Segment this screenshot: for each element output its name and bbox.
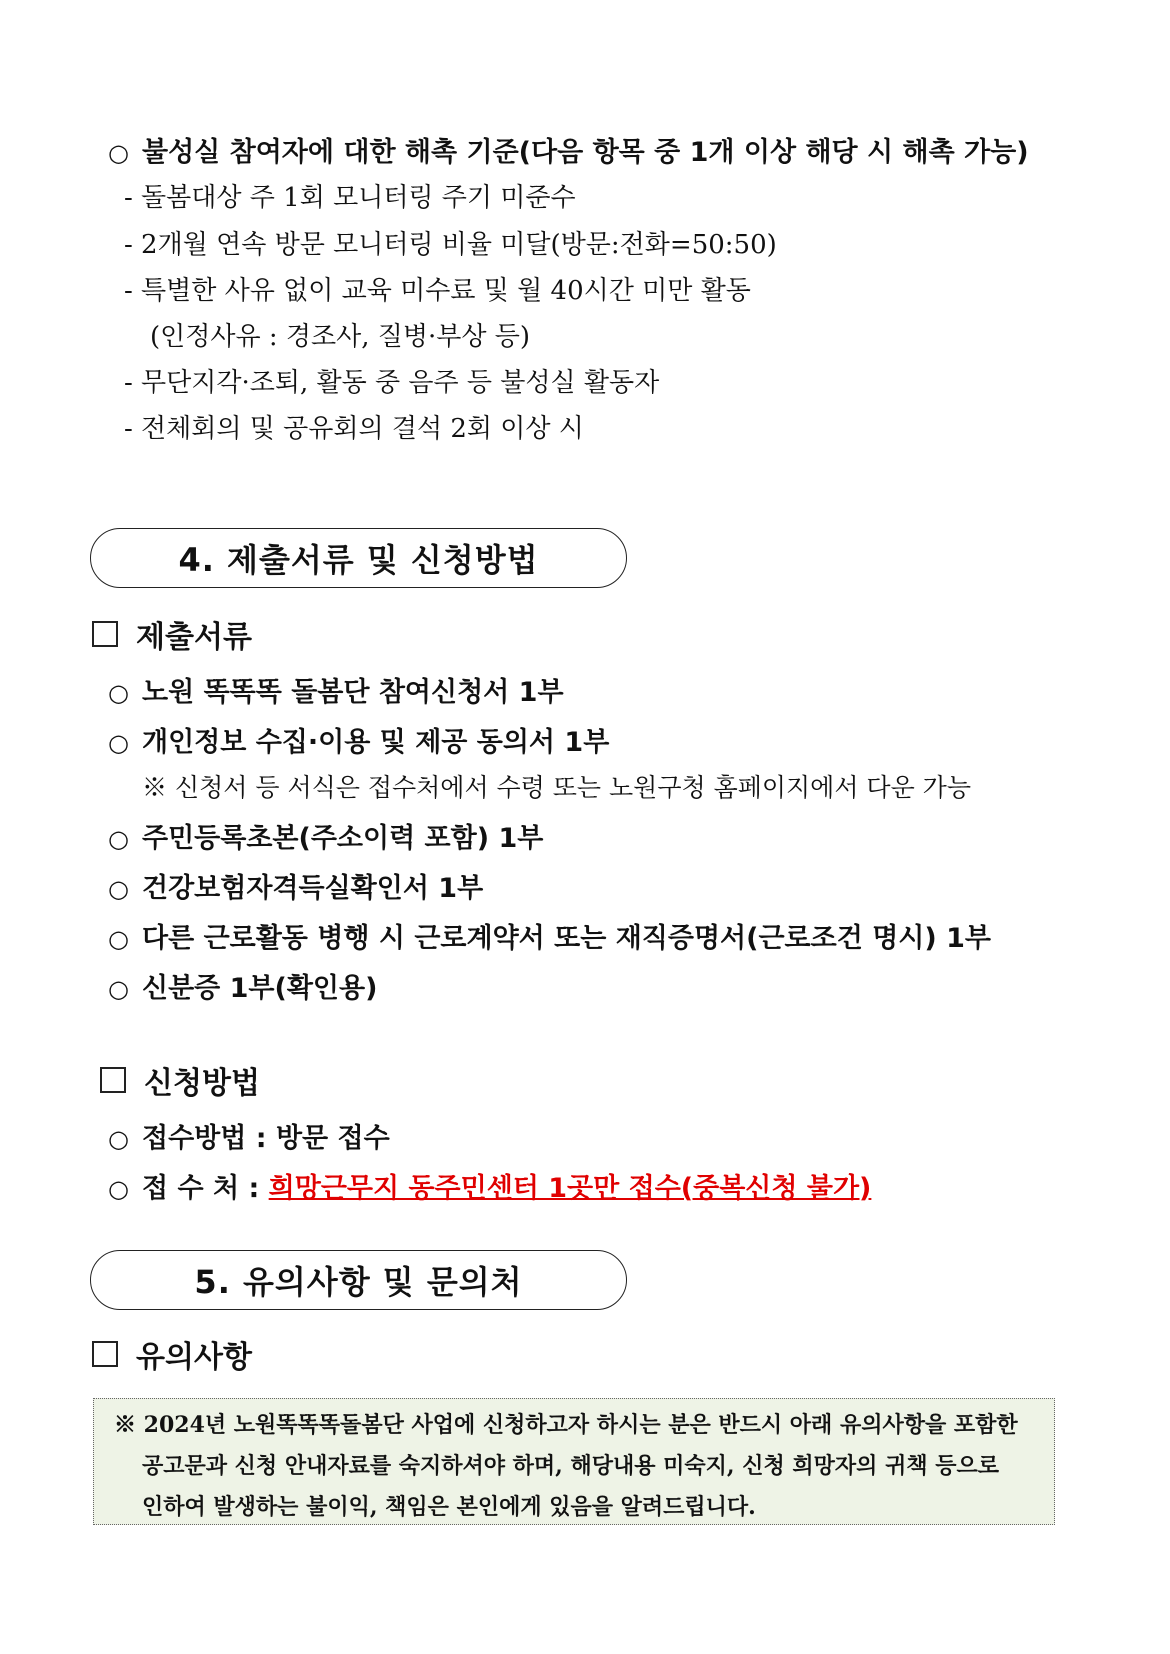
checkbox-square-icon xyxy=(100,1067,126,1093)
notice-box xyxy=(93,1398,1055,1525)
document-item: ○ 다른 근로활동 병행 시 근로계약서 또는 재직증명서(근로조건 명시) 1부 xyxy=(108,923,991,954)
circle-marker-icon: ○ xyxy=(108,139,129,167)
place-value: 희망근무지 동주민센터 1곳만 접수(중복신청 불가) xyxy=(268,1173,872,1204)
circle-marker-icon: ○ xyxy=(108,1125,129,1153)
circle-marker-icon: ○ xyxy=(108,679,129,707)
dismissal-item: - 2개월 연속 방문 모니터링 비율 미달(방문:전화=50:50) xyxy=(124,230,777,260)
dismissal-item: - 무단지각·조퇴, 활동 중 음주 등 불성실 활동자 xyxy=(124,368,660,398)
dismissal-item: - 특별한 사유 없이 교육 미수료 및 월 40시간 미만 활동 xyxy=(124,276,751,306)
dismissal-item-note: (인정사유 : 경조사, 질병·부상 등) xyxy=(150,322,531,352)
notice-line: 인하여 발생하는 불이익, 책임은 본인에게 있음을 알려드립니다. xyxy=(142,1494,756,1520)
circle-marker-icon: ○ xyxy=(108,825,129,853)
document-item: ○ 노원 똑똑똑 돌봄단 참여신청서 1부 xyxy=(108,677,564,708)
document-item: ○ 개인정보 수집·이용 및 제공 동의서 1부 xyxy=(108,727,610,758)
section-4-title: 4. 제출서류 및 신청방법 xyxy=(90,528,627,588)
notice-line: 공고문과 신청 안내자료를 숙지하셔야 하며, 해당내용 미숙지, 신청 희망자의 귀책 등으로 xyxy=(142,1453,999,1479)
circle-marker-icon: ○ xyxy=(108,729,129,757)
circle-marker-icon: ○ xyxy=(108,1175,129,1203)
documents-note: ※ 신청서 등 서식은 접수처에서 수령 또는 노원구청 홈페이지에서 다운 가능 xyxy=(142,773,971,802)
circle-marker-icon: ○ xyxy=(108,975,129,1003)
dismissal-item: - 돌봄대상 주 1회 모니터링 주기 미준수 xyxy=(124,183,576,213)
checkbox-square-icon xyxy=(92,1341,118,1367)
notes-heading: 유의사항 xyxy=(92,1332,252,1376)
place-item: ○ 접 수 처 : 희망근무지 동주민센터 1곳만 접수(중복신청 불가) xyxy=(108,1173,872,1204)
method-item: ○ 접수방법 : 방문 접수 xyxy=(108,1123,390,1154)
documents-heading: 제출서류 xyxy=(92,612,252,656)
dismissal-heading: ○ 불성실 참여자에 대한 해촉 기준(다음 항목 중 1개 이상 해당 시 해촉 가능) xyxy=(108,137,1029,168)
document-item: ○ 신분증 1부(확인용) xyxy=(108,973,378,1004)
checkbox-square-icon xyxy=(92,621,118,647)
document-item: ○ 건강보험자격득실확인서 1부 xyxy=(108,873,484,904)
dismissal-item: - 전체회의 및 공유회의 결석 2회 이상 시 xyxy=(124,414,584,444)
section-5-title: 5. 유의사항 및 문의처 xyxy=(90,1250,627,1310)
circle-marker-icon: ○ xyxy=(108,875,129,903)
document-item: ○ 주민등록초본(주소이력 포함) 1부 xyxy=(108,823,544,854)
notice-line: ※ 2024년 노원똑똑똑돌봄단 사업에 신청하고자 하시는 분은 반드시 아래 유의사항을 포함한 xyxy=(114,1412,1018,1438)
circle-marker-icon: ○ xyxy=(108,925,129,953)
method-heading: 신청방법 xyxy=(100,1058,260,1102)
